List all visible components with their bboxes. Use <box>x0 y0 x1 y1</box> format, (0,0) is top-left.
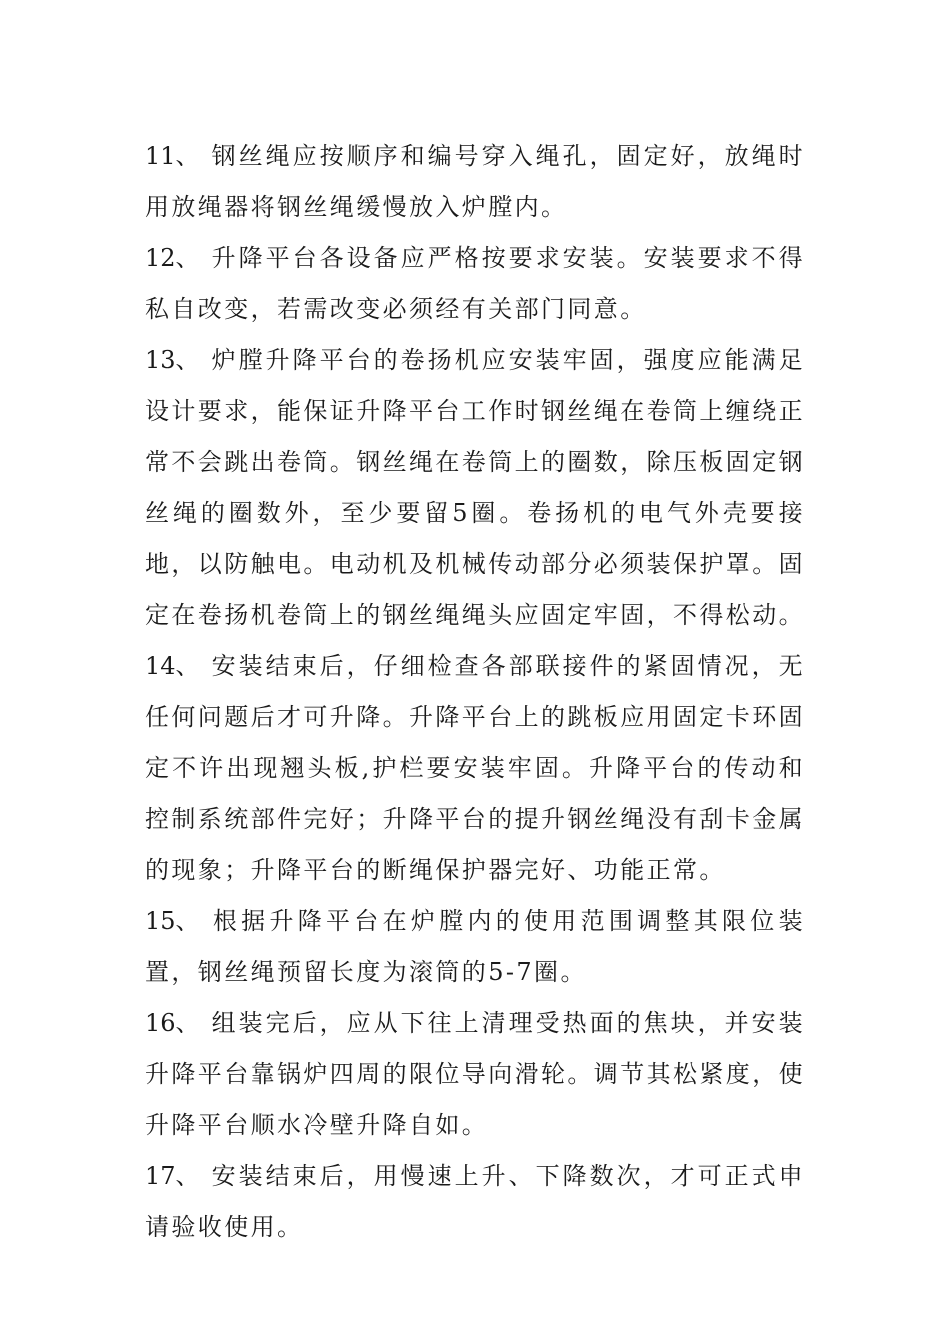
item-text: 升降平台各设备应严格按要求安装。安装要求不得私自改变，若需改变必须经有关部门同意。 <box>145 244 805 323</box>
item-number: 17、 <box>145 1162 200 1190</box>
paragraph-item-12 <box>145 233 805 335</box>
item-text: 根据升降平台在炉膛内的使用范围调整其限位装置，钢丝绳预留长度为滚筒的5-7圈。 <box>145 907 805 986</box>
paragraph-item-13 <box>145 335 805 641</box>
item-text: 钢丝绳应按顺序和编号穿入绳孔，固定好，放绳时用放绳器将钢丝绳缓慢放入炉膛内。 <box>145 142 805 221</box>
paragraph-item-11 <box>145 131 805 233</box>
item-number: 14、 <box>145 652 200 680</box>
item-text: 炉膛升降平台的卷扬机应安装牢固，强度应能满足设计要求，能保证升降平台工作时钢丝绳在卷筒上缠绕正常不会跳出卷筒。钢丝绳在卷筒上的圈数，除压板固定钢丝绳的圈数外，至少要留5圈。卷扬机的电气外壳要接地，以防触电。电动机及机械传动部分必须装保护罩。固定在卷扬机卷筒上的钢丝绳绳头应固定牢固，不得松动。 <box>145 346 805 629</box>
item-number: 13、 <box>145 346 200 374</box>
item-number: 12、 <box>145 244 200 272</box>
paragraph-item-16 <box>145 998 805 1151</box>
item-number: 11、 <box>145 142 200 170</box>
item-number: 16、 <box>145 1009 200 1037</box>
item-text: 安装结束后，用慢速上升、下降数次，才可正式申请验收使用。 <box>145 1162 805 1241</box>
document-body <box>145 131 805 1253</box>
item-text: 安装结束后，仔细检查各部联接件的紧固情况，无任何问题后才可升降。升降平台上的跳板应用固定卡环固定不许出现翘头板,护栏要安装牢固。升降平台的传动和控制系统部件完好；升降平台的提升钢丝绳没有刮卡金属的现象；升降平台的断绳保护器完好、功能正常。 <box>145 652 805 884</box>
paragraph-item-17 <box>145 1151 805 1253</box>
paragraph-item-14 <box>145 641 805 896</box>
item-number: 15、 <box>145 907 200 935</box>
paragraph-item-15 <box>145 896 805 998</box>
item-text: 组装完后，应从下往上清理受热面的焦块，并安装升降平台靠锅炉四周的限位导向滑轮。调节其松紧度，使升降平台顺水冷壁升降自如。 <box>145 1009 805 1139</box>
